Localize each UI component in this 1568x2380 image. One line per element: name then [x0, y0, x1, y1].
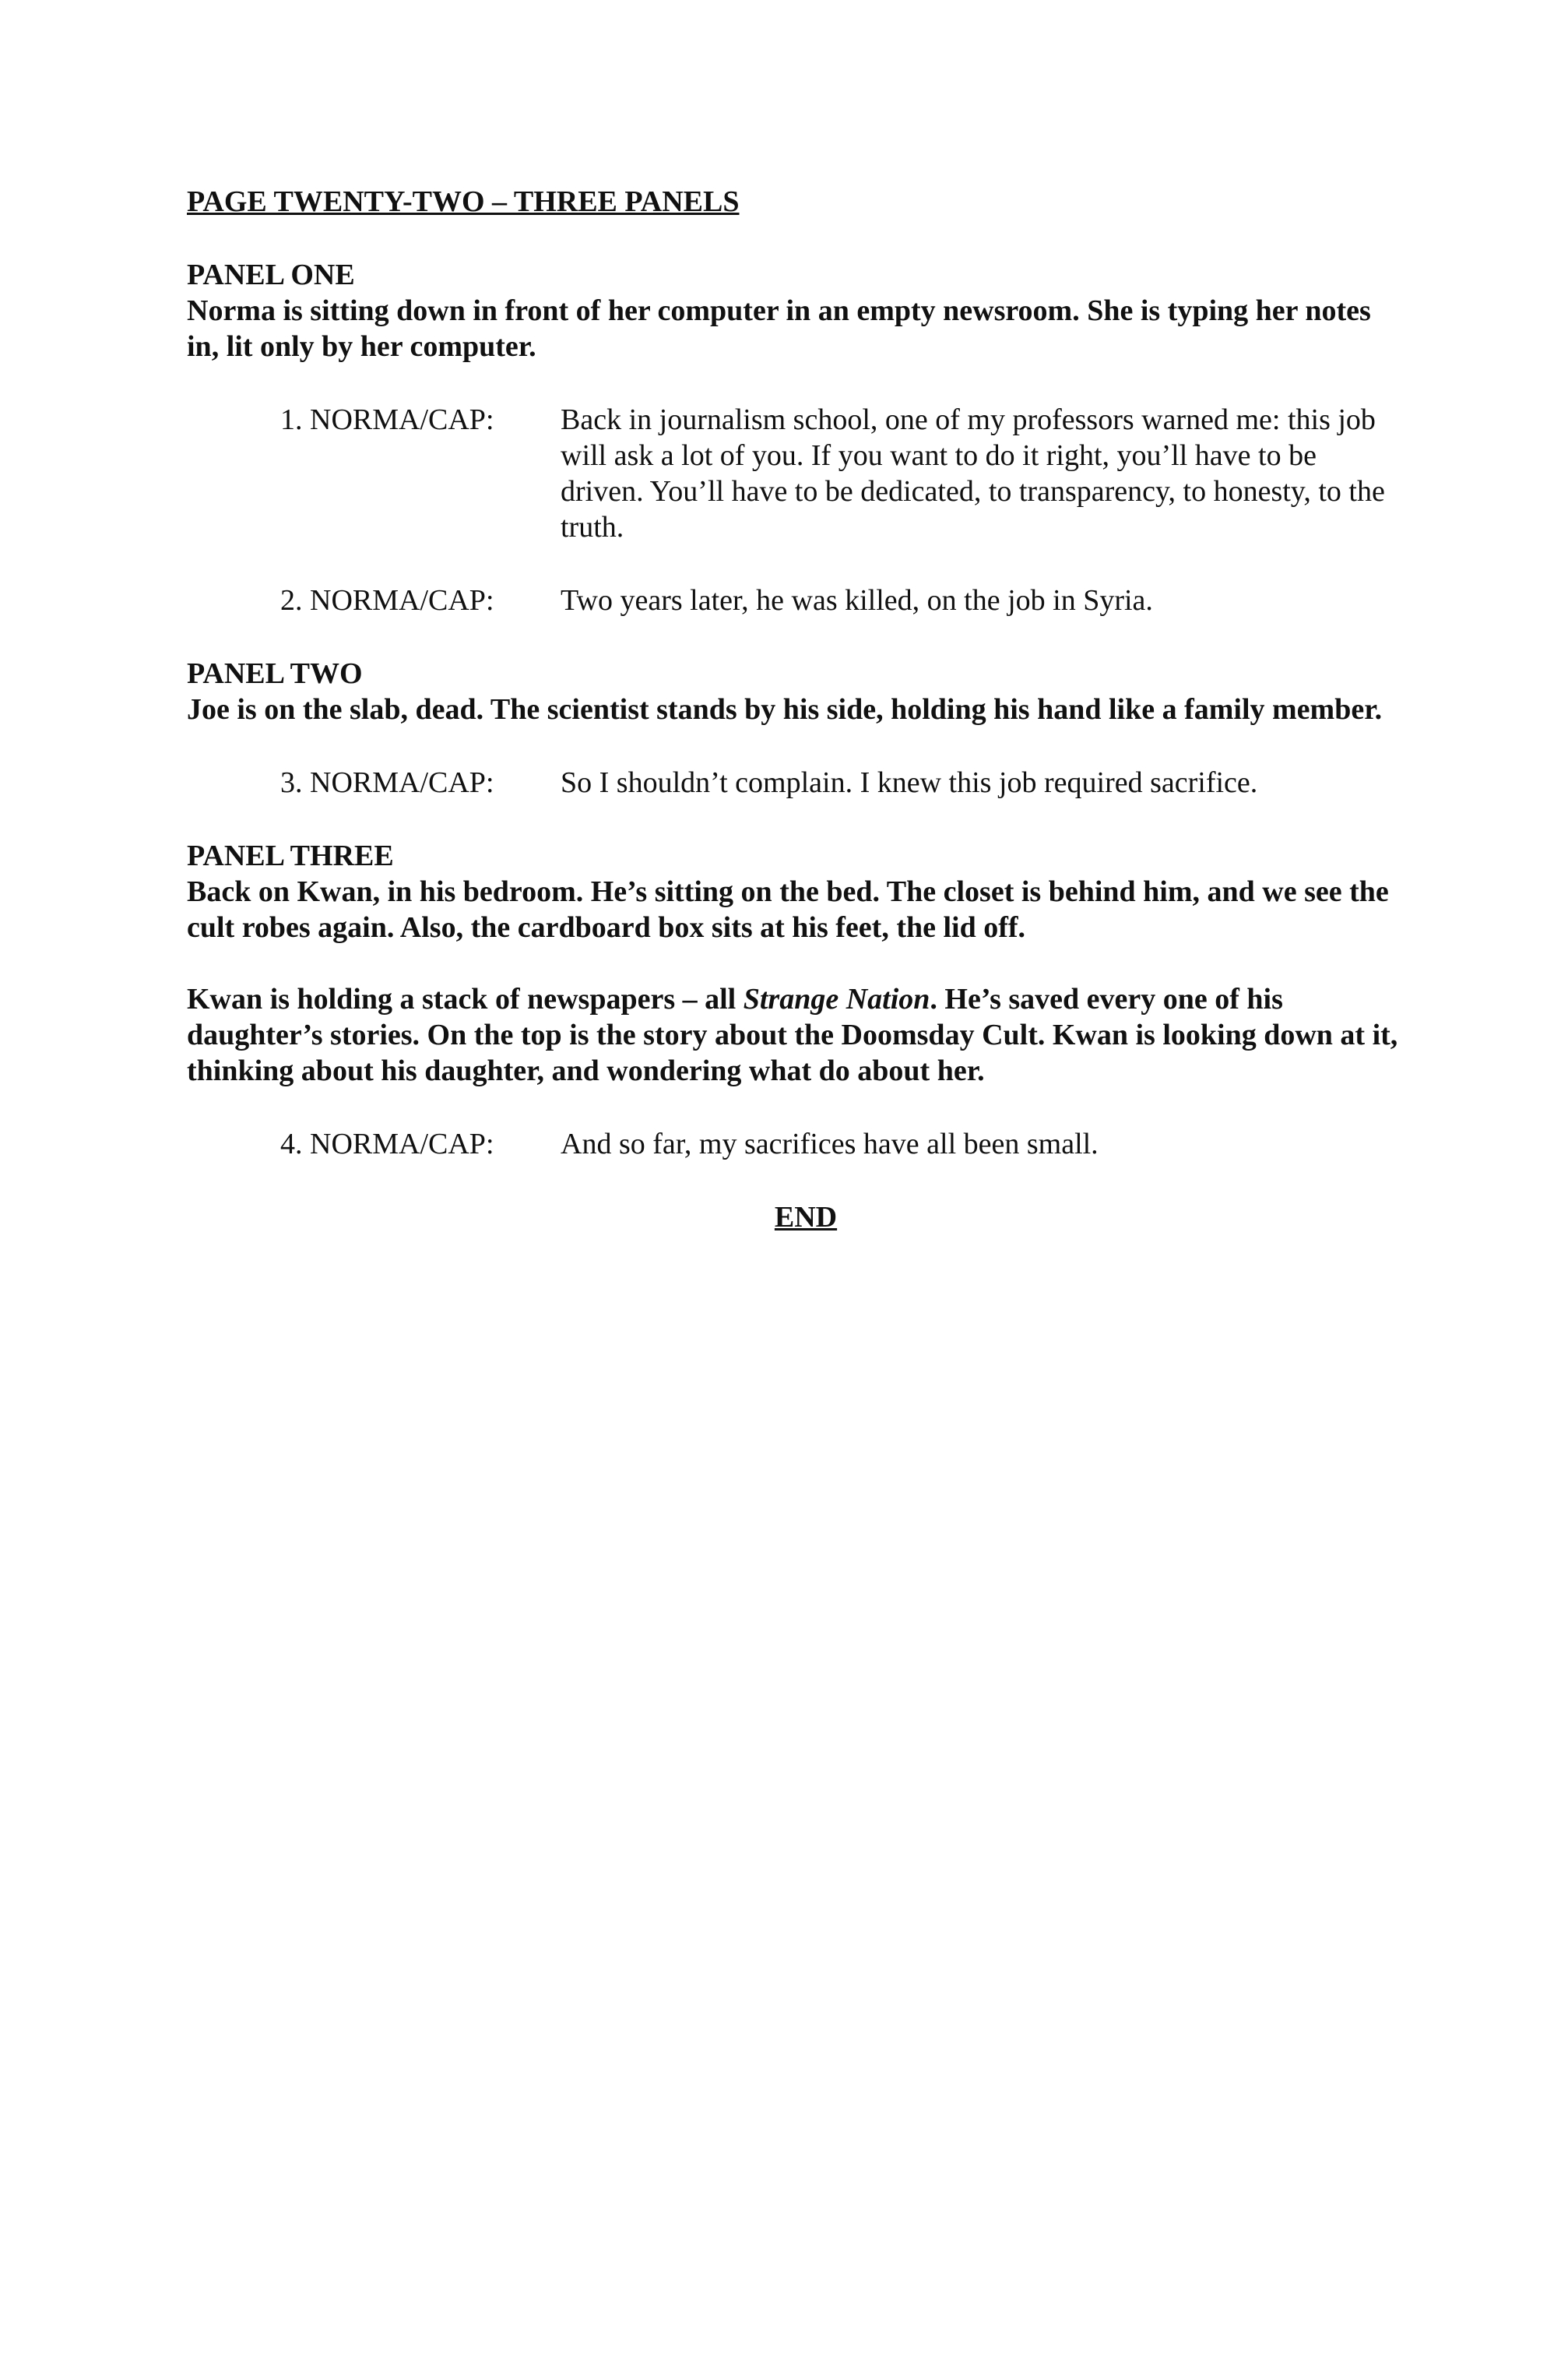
- caption-text: So I shouldn’t complain. I knew this job required sacrifice.: [561, 766, 1258, 799]
- caption-label: 4. NORMA/CAP:: [280, 1128, 494, 1160]
- panel-title: PANEL THREE: [187, 840, 394, 872]
- caption-text: Two years later, he was killed, on the job in Syria.: [561, 584, 1153, 617]
- panel-three: [187, 838, 1401, 1162]
- publication-title: Strange Nation: [743, 983, 930, 1016]
- description-text: . He’s saved every one of his daughter’s stories. On the top is the story about the Doomsday Cult. Kwan is looking down at it, thinking about his daughter, and wondering what do about her.: [187, 983, 1398, 1087]
- panel-description: Norma is sitting down in front of her computer in an empty newsroom. She is typing her notes in, lit only by her computer.: [187, 294, 1371, 363]
- page-heading: PAGE TWENTY-TWO – THREE PANELS: [187, 185, 740, 218]
- panel-one: [187, 257, 1401, 618]
- caption: [187, 765, 1401, 801]
- caption-label: 3. NORMA/CAP:: [280, 766, 494, 799]
- caption: [187, 402, 1401, 545]
- caption: [187, 583, 1401, 618]
- panel-description: Back on Kwan, in his bedroom. He’s sitting on the bed. The closet is behind him, and we see the cult robes again. Also, the cardboard box sits at his feet, the lid off.: [187, 875, 1389, 944]
- panel-description: Joe is on the slab, dead. The scientist stands by his side, holding his hand like a family member.: [187, 693, 1383, 726]
- panel-two: [187, 656, 1401, 801]
- caption-label: 2. NORMA/CAP:: [280, 584, 494, 617]
- panel-description-continued: [187, 981, 1401, 1089]
- panel-title: PANEL ONE: [187, 259, 355, 291]
- description-text: Kwan is holding a stack of newspapers – all: [187, 983, 744, 1016]
- caption-text: And so far, my sacrifices have all been small.: [561, 1128, 1099, 1160]
- caption: [187, 1126, 1401, 1162]
- script-content: [187, 184, 1401, 1235]
- end-marker: END: [774, 1201, 838, 1234]
- caption-text: Back in journalism school, one of my professors warned me: this job will ask a lot of you. If you want to do it right, you’ll have to be driven. You’ll have to be dedicated, to transparency, to honesty, to the truth.: [561, 403, 1385, 544]
- panel-title: PANEL TWO: [187, 657, 363, 690]
- caption-label: 1. NORMA/CAP:: [280, 403, 494, 436]
